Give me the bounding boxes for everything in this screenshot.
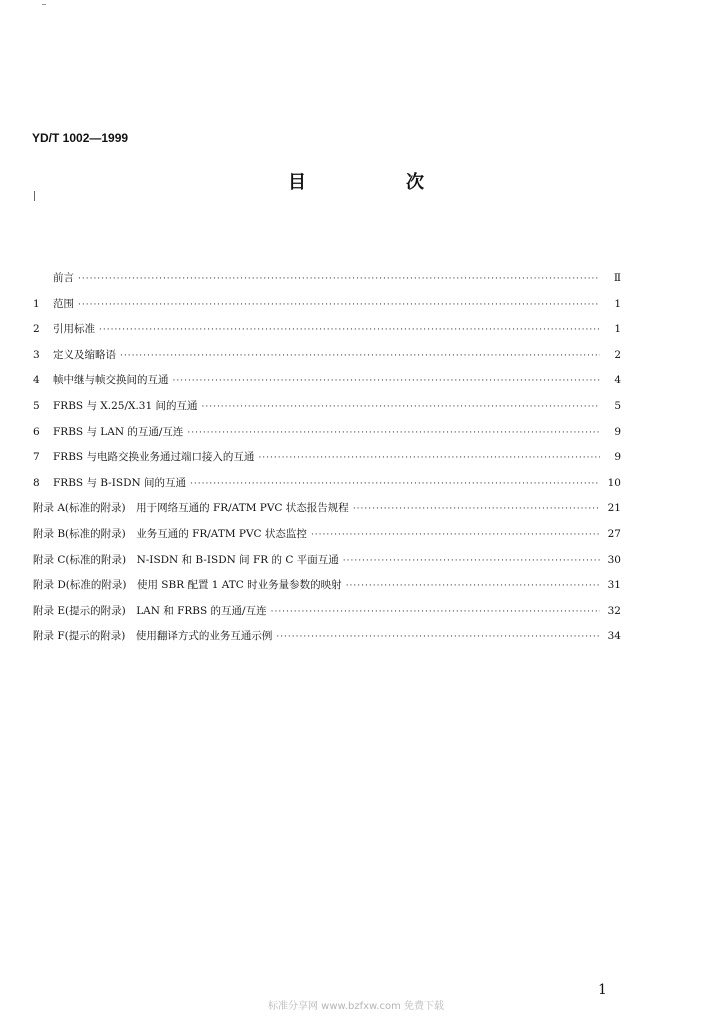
toc-entry-preface[interactable] xyxy=(33,268,621,294)
toc-entry-number: 4 xyxy=(33,374,40,387)
toc-entry-2[interactable] xyxy=(33,319,621,345)
toc-entry-page: Ⅱ xyxy=(613,272,621,284)
toc-entry-8[interactable] xyxy=(33,473,621,499)
toc-entry-label: 范围 xyxy=(53,297,74,310)
toc-entry-label: FRBS 与 X.25/X.31 间的互通 xyxy=(53,399,198,412)
toc-entry-appendix-b[interactable] xyxy=(33,524,621,550)
toc-entry-page: 27 xyxy=(607,527,621,540)
toc-entry-1[interactable] xyxy=(33,294,621,320)
toc-entry-label: 附录 F(提示的附录) 使用翻译方式的业务互通示例 xyxy=(33,630,273,643)
toc-entry-appendix-d[interactable] xyxy=(33,575,621,601)
dot-leader xyxy=(258,448,600,468)
toc-entry-appendix-c[interactable] xyxy=(33,550,621,576)
toc-entry-label: 附录 D(标准的附录) 使用 SBR 配置 1 ATC 时业务量参数的映射 xyxy=(33,579,342,592)
toc-entry-page: 1 xyxy=(614,323,621,336)
toc-entry-page: 1 xyxy=(614,297,621,310)
scan-artifact xyxy=(34,191,35,201)
toc-entry-label: 附录 B(标准的附录) 业务互通的 FR/ATM PVC 状态监控 xyxy=(33,527,307,540)
toc-entry-page: 34 xyxy=(607,630,621,643)
toc-entry-page: 21 xyxy=(607,502,621,515)
toc-entry-label: 附录 A(标准的附录) 用于网络互通的 FR/ATM PVC 状态报告规程 xyxy=(33,502,349,515)
toc-entry-number: 3 xyxy=(33,348,40,361)
scan-artifact xyxy=(42,4,46,5)
toc-entry-page: 30 xyxy=(607,553,621,566)
dot-leader xyxy=(187,423,600,443)
toc-entry-appendix-a[interactable] xyxy=(33,498,621,524)
toc-entry-page: 4 xyxy=(614,374,621,387)
toc-entry-number: 8 xyxy=(33,476,40,489)
toc-entry-appendix-f[interactable] xyxy=(33,626,621,652)
table-of-contents xyxy=(33,268,621,652)
toc-entry-number: 1 xyxy=(33,297,40,310)
toc-entry-label: 附录 C(标准的附录) N-ISDN 和 B-ISDN 间 FR 的 C 平面互通 xyxy=(33,553,339,566)
title-char-right: 次 xyxy=(406,172,424,193)
toc-entry-label: 前言 xyxy=(53,272,74,284)
toc-entry-number: 2 xyxy=(33,323,40,336)
toc-entry-label: FRBS 与 B-ISDN 间的互通 xyxy=(53,476,187,489)
dot-leader xyxy=(173,371,601,391)
toc-entry-6[interactable] xyxy=(33,422,621,448)
watermark-text: 标准分享网 www.bzfxw.com 免费下载 xyxy=(268,1001,444,1012)
toc-entry-label: FRBS 与 LAN 的互通/互连 xyxy=(53,425,184,438)
dot-leader xyxy=(99,320,600,340)
standard-code: YD/T 1002—1999 xyxy=(32,131,129,145)
toc-entry-page: 5 xyxy=(614,399,621,412)
toc-entry-label: 引用标准 xyxy=(53,323,95,336)
title-char-left: 目 xyxy=(288,172,306,193)
toc-entry-page: 32 xyxy=(607,604,621,617)
toc-entry-label: 定义及缩略语 xyxy=(53,348,116,361)
dot-leader xyxy=(271,602,600,622)
toc-entry-page: 2 xyxy=(614,348,621,361)
dot-leader xyxy=(190,474,600,494)
dot-leader xyxy=(276,627,600,647)
toc-entry-7[interactable] xyxy=(33,447,621,473)
toc-entry-page: 31 xyxy=(607,579,621,592)
page-number: 1 xyxy=(598,982,607,998)
dot-leader xyxy=(353,499,600,519)
dot-leader xyxy=(202,397,601,417)
toc-entry-page: 10 xyxy=(607,476,621,489)
toc-entry-appendix-e[interactable] xyxy=(33,601,621,627)
toc-entry-number: 7 xyxy=(33,451,40,464)
dot-leader xyxy=(78,295,600,315)
dot-leader xyxy=(78,269,600,289)
toc-entry-5[interactable] xyxy=(33,396,621,422)
dot-leader xyxy=(343,551,600,571)
dot-leader xyxy=(311,525,600,545)
toc-entry-label: FRBS 与电路交换业务通过端口接入的互通 xyxy=(53,451,255,464)
dot-leader xyxy=(120,346,600,366)
toc-entry-label: 附录 E(提示的附录) LAN 和 FRBS 的互通/互连 xyxy=(33,604,267,617)
page-title xyxy=(0,168,712,194)
toc-entry-page: 9 xyxy=(614,425,621,438)
toc-entry-label: 帧中继与帧交换间的互通 xyxy=(53,374,169,387)
toc-entry-number: 5 xyxy=(33,399,40,412)
toc-entry-3[interactable] xyxy=(33,345,621,371)
toc-entry-page: 9 xyxy=(614,451,621,464)
toc-entry-number: 6 xyxy=(33,425,40,438)
dot-leader xyxy=(346,576,600,596)
toc-entry-4[interactable] xyxy=(33,370,621,396)
